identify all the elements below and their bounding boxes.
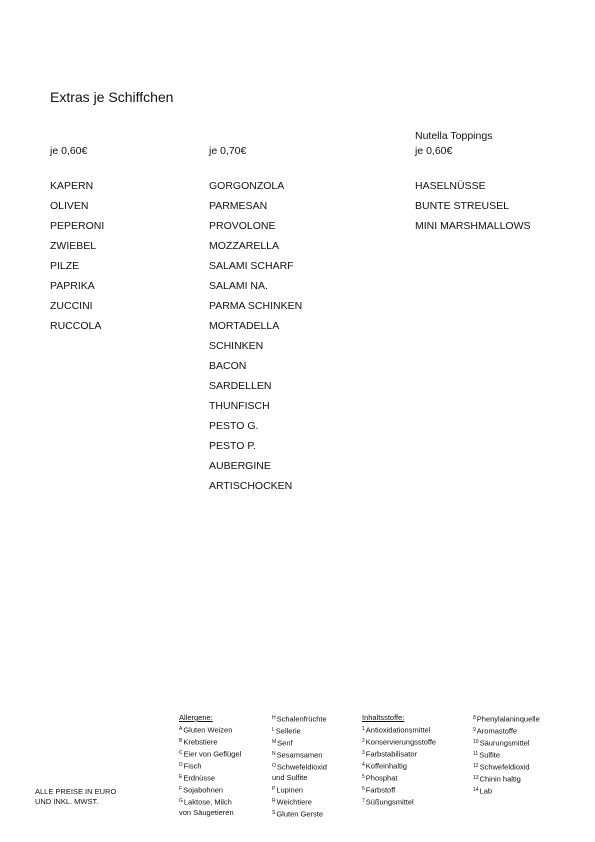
additives-list-2 — [473, 713, 540, 797]
legend-key: H — [272, 715, 276, 721]
legend-entry — [179, 796, 241, 819]
extras-list-cheese-meat — [209, 179, 302, 499]
legend-key: 2 — [362, 737, 365, 744]
legend-key: D — [179, 761, 183, 768]
price-col-2: je 0,70€ — [209, 145, 247, 157]
list-item: SARDELLEN — [209, 380, 272, 392]
legend-entry — [362, 748, 436, 760]
legend-label: Krebstiere — [183, 737, 218, 746]
list-item: ZWIEBEL — [50, 240, 97, 252]
additives-legend-2 — [473, 713, 540, 797]
legend-entry — [179, 760, 241, 772]
legend-key: C — [179, 749, 183, 756]
price-col-3: je 0,60€ — [415, 145, 453, 157]
legend-key: 13 — [473, 775, 479, 781]
list-item: PARMA SCHINKEN — [209, 300, 303, 312]
legend-label: Sojabohnen — [183, 785, 224, 794]
legend-entry — [362, 760, 436, 772]
legend-key: 4 — [362, 761, 365, 768]
legend-label: Schalenfrüchte — [276, 714, 327, 724]
price-note: ALLE PREISE IN EURO UND INKL. MWST. — [35, 787, 117, 806]
legend-entry — [362, 796, 436, 808]
legend-label: Farbstoff — [365, 785, 396, 794]
legend-entry — [272, 761, 327, 784]
legend-label: Gluten Weizen — [183, 725, 233, 734]
legend-label: Farbstabilisator — [365, 749, 418, 758]
allergens-list-1 — [179, 724, 241, 819]
legend-entry — [473, 725, 540, 737]
legend-entry — [473, 773, 540, 785]
legend-key: N — [272, 751, 276, 757]
list-item: PROVOLONE — [209, 220, 276, 232]
list-item: PESTO P. — [209, 440, 256, 452]
legend-label: Chinin haltig — [479, 774, 521, 784]
legend-key: 5 — [362, 773, 365, 780]
list-item: GORGONZOLA — [209, 180, 285, 192]
additives-list-1 — [362, 724, 436, 808]
legend-entry — [179, 784, 241, 796]
legend-label: Erdnüsse — [183, 773, 216, 782]
legend-entry — [272, 749, 327, 761]
list-item: SCHINKEN — [209, 340, 264, 352]
extras-list-vegetables — [50, 179, 104, 339]
legend-label: Eier von Geflügel — [183, 749, 242, 758]
list-item: PAPRIKA — [50, 280, 95, 292]
page-title: Extras je Schiffchen — [50, 89, 174, 105]
list-item: PILZE — [50, 260, 80, 272]
legend-entry — [362, 772, 436, 784]
legend-key: 1 — [362, 725, 365, 732]
list-item: MORTADELLA — [209, 320, 280, 332]
legend-label: Schwefeldioxid — [479, 762, 530, 772]
legend-label: Phenylalaninquelle — [476, 714, 540, 724]
legend-label: Laktose, Milch von Säugetieren — [179, 797, 234, 817]
legend-entry — [179, 736, 241, 748]
legend-key: 14 — [473, 787, 479, 793]
legend-label: Konservierungsstoffe — [365, 737, 437, 746]
list-item: PEPERONI — [50, 220, 105, 232]
legend-entry — [272, 713, 327, 725]
list-item: AUBERGINE — [209, 460, 271, 472]
legend-entry — [473, 713, 540, 725]
legend-label: Süßungsmittel — [365, 797, 414, 806]
legend-key: L — [272, 727, 275, 733]
legend-key: 12 — [473, 763, 479, 769]
legend-key: 3 — [362, 749, 365, 756]
legend-entry — [272, 737, 327, 749]
list-item: OLIVEN — [50, 200, 89, 212]
legend-entry — [272, 784, 327, 796]
list-item: HASELNÜSSE — [415, 180, 486, 192]
list-item: KAPERN — [50, 180, 94, 192]
additives-legend — [362, 713, 436, 808]
legend-label: Aromastoffe — [476, 726, 518, 736]
legend-label: Gluten Gerste — [276, 809, 324, 818]
legend-entry — [473, 761, 540, 773]
list-item: SALAMI SCHARF — [209, 260, 294, 272]
legend-key: B — [179, 737, 183, 744]
legend-label: Fisch — [183, 761, 202, 770]
legend-key: G — [179, 797, 183, 804]
legend-entry — [362, 784, 436, 796]
legend-label: Koffeinhaltig — [365, 761, 407, 770]
allergens-list-2 — [272, 713, 327, 820]
additives-heading: Inhaltsstoffe: — [362, 713, 405, 722]
legend-label: Senf — [277, 738, 293, 748]
legend-key: R — [272, 797, 276, 804]
legend-label: Lupinen — [276, 785, 304, 794]
legend-label: Antioxidationsmittel — [365, 725, 431, 734]
legend-label: Säurungsmittel — [479, 738, 530, 748]
legend-entry — [362, 736, 436, 748]
list-item: PARMESAN — [209, 200, 268, 212]
list-item: BACON — [209, 360, 247, 372]
legend-entry — [179, 724, 241, 736]
legend-entry — [362, 724, 436, 736]
legend-key: 7 — [362, 797, 365, 804]
legend-label: Sesamsamen — [276, 750, 323, 760]
list-item: SALAMI NA. — [209, 280, 268, 292]
legend-key: O — [272, 763, 276, 769]
list-item: BUNTE STREUSEL — [415, 200, 509, 212]
list-item: ARTISCHOCKEN — [209, 480, 293, 492]
list-item: RUCCOLA — [50, 320, 102, 332]
nutella-toppings-heading: Nutella Toppings — [415, 130, 493, 142]
legend-key: E — [179, 773, 183, 780]
legend-key: M — [272, 739, 277, 745]
legend-entry — [272, 796, 327, 808]
list-item: ZUCCINI — [50, 300, 93, 312]
legend-entry — [473, 785, 540, 797]
legend-key: F — [179, 785, 183, 792]
legend-label: Phosphat — [365, 773, 398, 782]
legend-key: 6 — [362, 785, 365, 792]
price-col-1: je 0,60€ — [50, 145, 88, 157]
legend-label: Schwefeldioxid und Sulfite — [272, 762, 327, 782]
legend-key: 9 — [473, 727, 476, 733]
legend-key: 11 — [473, 751, 479, 757]
legend-label: Sulfite — [479, 750, 501, 760]
list-item: THUNFISCH — [209, 400, 270, 412]
legend-key: 8 — [473, 715, 476, 721]
allergens-heading: Allergene: — [179, 713, 213, 722]
allergens-legend-2 — [272, 713, 327, 820]
legend-entry — [179, 748, 241, 760]
legend-key: P — [272, 785, 276, 792]
allergens-legend — [179, 713, 241, 818]
legend-label: Weichtiere — [276, 797, 312, 806]
legend-entry — [473, 737, 540, 749]
legend-key: 10 — [473, 739, 479, 745]
list-item: MOZZARELLA — [209, 240, 280, 252]
list-item: PESTO G. — [209, 420, 259, 432]
legend-label: Lab — [479, 786, 493, 796]
list-item: MINI MARSHMALLOWS — [415, 220, 531, 232]
legend-entry — [473, 749, 540, 761]
legend-key: S — [272, 809, 276, 816]
legend-entry — [272, 808, 327, 820]
legend-label: Sellerie — [275, 726, 301, 736]
legend-entry — [272, 725, 327, 737]
legend-key: A — [179, 725, 183, 732]
legend-entry — [179, 772, 241, 784]
extras-list-nutella — [415, 179, 531, 239]
